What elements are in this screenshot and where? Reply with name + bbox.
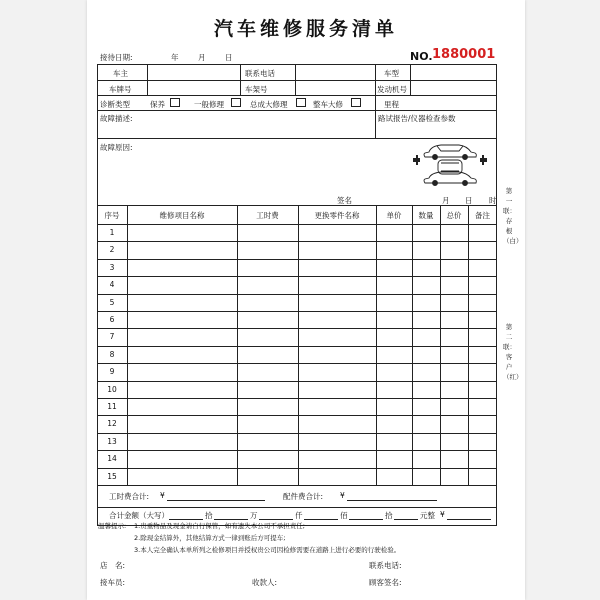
amount-currency: ¥ (440, 510, 445, 519)
row-divider (97, 205, 497, 206)
parts-total-label: 配件费合计: (283, 492, 324, 501)
row-divider (97, 138, 497, 139)
col-divider (375, 95, 376, 110)
header-total-price: 总价 (446, 211, 462, 220)
car-owner-label: 车主 (113, 69, 128, 78)
footer-contact-phone-label: 联系电话: (369, 561, 402, 570)
parts-yen: ¥ (340, 491, 345, 500)
unit-yuan: 元整 (420, 511, 435, 520)
table-row-number: 5 (109, 297, 115, 307)
table-row-number: 6 (109, 315, 115, 324)
table-header-divider (97, 224, 497, 225)
header-labor-fee: 工时费 (256, 211, 279, 220)
row-divider (97, 507, 497, 508)
row-divider (97, 110, 497, 111)
table-row-number: 10 (107, 384, 117, 394)
serial-label: NO. (410, 50, 433, 63)
diagnosis-type-label: 诊断类型 (100, 100, 130, 109)
table-row-number: 4 (109, 280, 115, 290)
table-row-number: 7 (109, 332, 115, 342)
date-day: 日 (225, 53, 233, 62)
form-frame (97, 64, 497, 526)
table-row-number: 11 (107, 402, 117, 411)
total-amount-label: 合计金额（大写） (109, 511, 169, 520)
table-row-divider (97, 328, 497, 329)
table-bottom-divider (97, 485, 497, 486)
unit-qian: 仟 (295, 511, 303, 520)
table-row-number: 13 (107, 436, 117, 446)
amount-blank[interactable] (304, 519, 338, 520)
maintenance-label: 保养 (150, 100, 165, 109)
header-index: 序号 (104, 211, 120, 220)
table-row-divider (97, 415, 497, 416)
table-row-divider (97, 381, 497, 382)
header-part-name: 更换零件名称 (314, 211, 360, 220)
notes-line-2: 2.除现金结算外，其他结算方式一律到账后方可提车; (134, 534, 286, 542)
car-model-label: 车型 (384, 69, 399, 78)
notes-line-3: 3.本人完全确认本单所列之检修项目并授权贵公司因检修需要在道路上进行必要的行驶检验。 (134, 546, 401, 554)
assembly-overhaul-checkbox[interactable] (296, 98, 306, 107)
frame-number-label: 车架号 (245, 85, 268, 94)
sign-day: 日 (465, 196, 473, 205)
signature-label: 签名 (337, 196, 352, 205)
header-unit-price: 单价 (386, 211, 402, 220)
labor-total-field[interactable] (167, 500, 265, 501)
table-row-divider (97, 433, 497, 434)
unit-bai: 佰 (340, 511, 348, 520)
row-divider (97, 95, 497, 96)
table-row-number: 8 (109, 349, 115, 359)
col-divider (240, 64, 241, 95)
table-row-number: 1 (109, 228, 115, 237)
table-row-divider (97, 241, 497, 242)
table-row-divider (97, 363, 497, 364)
receiver-label: 收款人: (252, 578, 278, 587)
table-row-divider (97, 259, 497, 260)
header-quantity: 数量 (418, 211, 434, 220)
table-row-divider (97, 346, 497, 347)
amount-digits-field[interactable] (447, 519, 491, 520)
general-repair-label: 一般修理 (194, 100, 224, 109)
table-row-number: 3 (109, 262, 115, 272)
assembly-overhaul-label: 总成大修理 (250, 100, 288, 109)
unit-shi: 拾 (385, 511, 393, 520)
labor-total-label: 工时费合计: (109, 492, 150, 501)
date-year: 年 (171, 53, 179, 62)
table-row-number: 14 (107, 454, 117, 464)
road-test-report-label: 路试报告/仪器检查参数 (378, 114, 456, 123)
car-diagram-icon (407, 140, 493, 190)
table-row-divider (97, 398, 497, 399)
col-divider (375, 110, 376, 138)
header-repair-item: 维修项目名称 (159, 211, 205, 220)
table-row-number: 15 (107, 471, 117, 481)
general-repair-checkbox[interactable] (231, 98, 241, 107)
amount-blank[interactable] (214, 519, 248, 520)
col-divider (375, 64, 376, 95)
service-form-sheet (87, 0, 525, 600)
header-remark: 备注 (475, 211, 490, 220)
table-row-divider (97, 311, 497, 312)
table-row-number: 9 (109, 367, 115, 377)
side-label-first-copy: 第一联：存根（白） (503, 187, 523, 245)
vehicle-overhaul-checkbox[interactable] (351, 98, 361, 107)
amount-blank[interactable] (394, 519, 418, 520)
form-title: 汽车维修服务清单 (213, 18, 398, 40)
sign-month: 月 (442, 196, 450, 205)
maintenance-checkbox[interactable] (170, 98, 180, 107)
plate-number-label: 车牌号 (109, 85, 132, 94)
col-divider (147, 64, 148, 95)
parts-total-field[interactable] (347, 500, 437, 501)
fault-description-label: 故障描述: (100, 114, 133, 123)
table-row-divider (97, 468, 497, 469)
contact-phone-label: 联系电话 (245, 69, 275, 78)
col-divider (295, 64, 296, 95)
amount-blank[interactable] (259, 519, 293, 520)
fault-cause-label: 故障原因: (100, 143, 133, 152)
table-row-number: 2 (109, 245, 115, 255)
side-label-second-copy: 第二联：客户（红） (503, 323, 523, 381)
amount-blank[interactable] (169, 519, 203, 520)
mileage-label: 里程 (384, 100, 399, 109)
amount-blank[interactable] (349, 519, 383, 520)
sign-time: 时 (489, 196, 497, 205)
customer-signature-label: 顾客签名: (369, 578, 402, 587)
table-row-divider (97, 276, 497, 277)
reception-date-label: 接待日期: (100, 53, 133, 62)
table-row-number: 12 (107, 419, 117, 429)
serial-number: 1880001 (432, 47, 496, 62)
notes-line-1: 1.贵重物品及现金请自行保管，如有遗失本公司不承担责任; (134, 522, 305, 530)
unit-wan: 万 (250, 511, 258, 520)
row-divider (97, 80, 497, 81)
col-divider (410, 64, 411, 95)
vehicle-overhaul-label: 整车大修 (313, 100, 343, 109)
engine-number-label: 发动机号 (377, 85, 407, 94)
table-row-divider (97, 294, 497, 295)
receptionist-label: 接车员: (100, 578, 126, 587)
notes-prefix: 温馨提示: (98, 522, 127, 530)
shop-name-label: 店 名: (100, 561, 126, 570)
date-month: 月 (198, 53, 206, 62)
table-row-divider (97, 450, 497, 451)
unit-shi-wan: 拾 (205, 511, 213, 520)
labor-yen: ¥ (160, 491, 165, 500)
